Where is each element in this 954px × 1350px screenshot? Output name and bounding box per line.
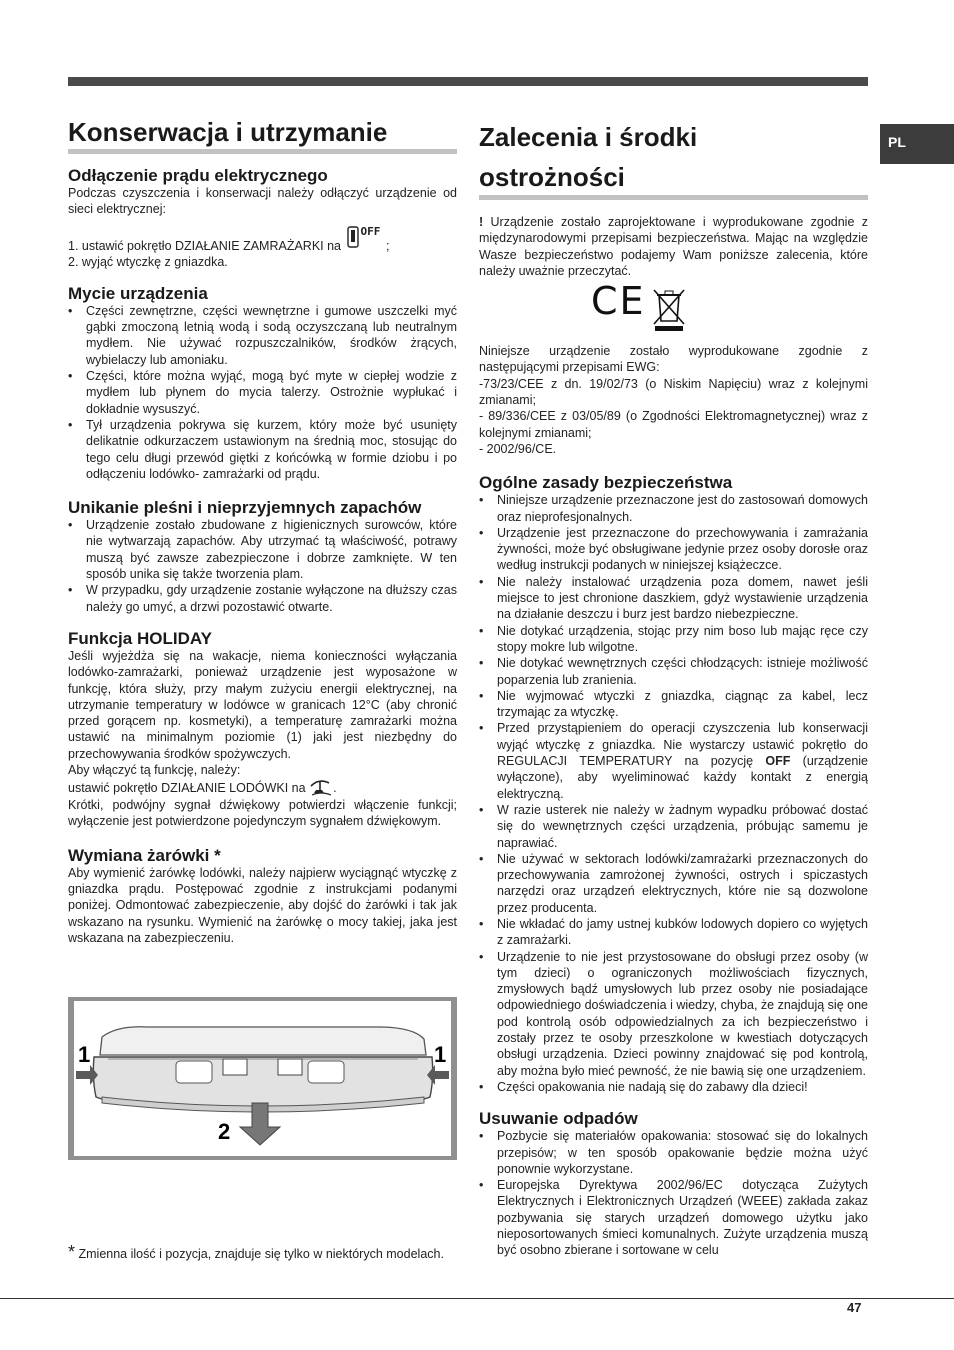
mold-list bbox=[68, 517, 457, 615]
page-title: Konserwacja i utrzymanie bbox=[68, 116, 457, 154]
disposal-list bbox=[479, 1128, 868, 1258]
list-item: • Nie wyjmować wtyczki z gniazdka, ciągnąc za kabel, lecz trzymając za wtyczkę. bbox=[479, 688, 868, 721]
figure-label-left: 1 bbox=[78, 1042, 91, 1067]
holiday-icon bbox=[309, 781, 333, 797]
lamp-cover-illustration bbox=[68, 997, 457, 1160]
section-text: Aby wymienić żarówkę lodówki, należy najpierw wyciągnąć wtyczkę z gniazdka prądu. Postępować zgodnie z instrukcjami podanymi poniżej. Odmontować zabezpieczenie, aby dojść do żarówki i tak jak wskazano na rysunku. Wymienić na żarówkę o mocy takiej, jaka jest wskazana na zabezpieczeniu. bbox=[68, 865, 457, 945]
list-item: • Pozbycie się materiałów opakowania: stosować się do lokalnych przepisów; w ten sposób opakowanie będzie można użyć ponownie wykorzystane. bbox=[479, 1128, 868, 1177]
holiday-instruction: ustawić pokrętło DZIAŁANIE LODÓWKI na . bbox=[68, 781, 337, 796]
section-heading-holiday: Funkcja HOLIDAY bbox=[68, 628, 212, 648]
list-item: • Tył urządzenia pokrywa się kurzem, który może być usunięty delikatnie odkurzaczem ustawionym na średnią moc, stosując do tego celu długi przewód giętki z końcówką w formie dziobu i po odłączeniu lodówko- zamrażarki od prądu. bbox=[68, 417, 457, 482]
list-item: • Urządzenie jest przeznaczone do przechowywania i zamrażania żywności, może być obsługiwane jedynie przez osoby dorosłe oraz według instrukcji podanych w niniejszej książeczce. bbox=[479, 525, 868, 574]
section-heading-disposal: Usuwanie odpadów bbox=[479, 1109, 638, 1129]
step-2: 2. wyjąć wtyczkę z gniazdka. bbox=[68, 254, 228, 269]
bottom-rule bbox=[0, 1298, 954, 1299]
section-text: Podczas czyszczenia i konserwacji należy odłączyć urządzenie od sieci elektrycznej: bbox=[68, 186, 457, 217]
list-item: • Urządzenie zostało zbudowane z higienicznych surowców, które nie wytwarzają zapachów. Aby utrzymać tą właściwość, potrawy muszą być zawsze zabezpieczone i dobrze zamknięte. W ten sposób unika się także tworzenia plam. bbox=[68, 517, 457, 582]
list-item: • Części zewnętrzne, części wewnętrzne i gumowe uszczelki myć gąbki zmoczoną letnią wodą i sodą oczyszczaną lub neutralnym mydłem. Nie używać rozpuszczalników, środków żrących, wybielaczy lub amoniaku. bbox=[68, 303, 457, 368]
section-text: Aby włączyć tą funkcję, należy: bbox=[68, 763, 241, 778]
right-column bbox=[479, 116, 868, 1259]
list-item: • Nie dotykać urządzenia, stojąc przy nim boso lub mając ręce czy stopy mokre lub wilgotne. bbox=[479, 623, 868, 656]
list-item: • W razie usterek nie należy w żadnym wypadku próbować dostać się do wewnętrznych części urządzenia, próbując samemu je naprawiać. bbox=[479, 802, 868, 851]
list-item: • Przed przystąpieniem do operacji czyszczenia lub konserwacji wyjąć wtyczkę z gniazdka. Nie wystarczy ustawić pokrętło do REGULACJI TEMPERATURY na pozycję OFF (urządzenie wyłączone), aby wyeliminować każdy kontakt z energią elektryczną. bbox=[479, 720, 868, 801]
list-item: • Urządzenie to nie jest przystosowane do obsługi przez osoby (w tym dzieci) o ograniczonych możliwościach fizycznych, zmysłowych bądź umysłowych lub przez osoby nie posiadające odpowiedniego doświadczenia i wiedzy, chyba, że znajdują się one pod kontrolą osób odpowiedzialnych za ich bezpieczeństwo i zostały przez te osoby przeszkolone w kwestiach dotyczących obsługi urządzenia. Dzieci powinny znajdować się pod kontrolą, aby można było mieć pewność, że nie bawią się one urządzeniem. bbox=[479, 949, 868, 1079]
list-item: • Niniejsze urządzenie przeznaczone jest do zastosowań domowych oraz nieprofesjonalnych. bbox=[479, 492, 868, 525]
language-tab: PL bbox=[880, 124, 954, 164]
safety-intro: ! Urządzenie zostało zaprojektowane i wyprodukowane zgodnie z międzynarodowymi przepisami bezpieczeństwa. Mając na względzie Wasze bezpieczeństwo podajemy Wam poniższe zalecenia, które należy uważnie przeczytać. bbox=[479, 215, 868, 278]
section-heading-safety: Ogólne zasady bezpieczeństwa bbox=[479, 473, 733, 493]
section-heading-cleaning: Mycie urządzenia bbox=[68, 283, 208, 303]
figure-label-bottom: 2 bbox=[218, 1119, 231, 1144]
figure-label-right: 1 bbox=[434, 1042, 447, 1067]
footnote: * Zmienna ilość i pozycja, znajduje się tylko w niektórych modelach. bbox=[68, 1242, 444, 1262]
section-heading-bulb: Wymiana żarówki * bbox=[68, 845, 221, 865]
list-item: • Nie dotykać wewnętrznych części chłodzących: istnieje możliwość poparzenia lub zranienia. bbox=[479, 655, 868, 688]
list-item: • Europejska Dyrektywa 2002/96/EC dotycząca Zużytych Elektrycznych i Elektronicznych Urządzeń (WEEE) zakłada zakaz pozbywania się starych urządzeń domowego użytku jako nieposortowanych śmieci komunalnych. Zużyte urządzenia muszą być osobno zbierane i sortowane w celu bbox=[479, 1177, 868, 1258]
list-item: • Części opakowania nie nadają się do zabawy dla dzieci! bbox=[479, 1079, 868, 1095]
ce-mark-icon: CE bbox=[591, 279, 646, 324]
left-column bbox=[68, 116, 457, 946]
page-number: 47 bbox=[847, 1300, 862, 1315]
step-1: 1. ustawić pokrętło DZIAŁANIE ZAMRAŻARKI na OFF ; bbox=[68, 225, 390, 253]
knob-off-icon bbox=[345, 225, 383, 254]
list-item: • Nie wkładać do jamy ustnej kubków lodowych dopiero co wyjętych z zamrażarki. bbox=[479, 916, 868, 949]
section-text: Krótki, podwójny sygnał dźwiękowy potwierdzi włączenie funkcji; wyłączenie jest potwierdzone pojedynczym sygnałem dźwiękowym. bbox=[68, 798, 457, 829]
list-item: • Nie należy instalować urządzenia poza domem, nawet jeśli miejsce to jest chronione daszkiem, gdyż wystawienie urządzenia na działanie deszczu i burz jest bardzo niebezpieczne. bbox=[479, 574, 868, 623]
safety-list bbox=[479, 492, 868, 1095]
ewg-directives: Niniejsze urządzenie zostało wyprodukowane zgodnie z następującymi przepisami EWG: -73/23/CEE z dn. 19/02/73 (o Niskim Napięciu) wraz z kolejnymi zmianami; - 89/336/CEE z 03/05/89 (o Zgodności Elektromagnetycznej) wraz z kolejnymi zmianami; - 2002/96/CE. bbox=[479, 344, 868, 456]
list-item: • Części, które można wyjąć, mogą być myte w ciepłej wodzie z mydłem lub płynem do mycia talerzy. Ostrożnie wypłukać i dokładnie wysuszyć. bbox=[68, 368, 457, 417]
cleaning-list bbox=[68, 303, 457, 482]
section-heading-mold: Unikanie pleśni i nieprzyjemnych zapachów bbox=[68, 498, 422, 518]
bulb-replacement-figure bbox=[68, 997, 457, 1160]
weee-bin-icon bbox=[651, 287, 687, 331]
list-item: • W przypadku, gdy urządzenie zostanie wyłączone na dłuższy czas należy go umyć, a drzwi pozostawić otwarte. bbox=[68, 582, 457, 615]
top-bar bbox=[68, 77, 868, 86]
certification-marks bbox=[479, 279, 868, 341]
section-heading-power: Odłączenie prądu elektrycznego bbox=[68, 166, 328, 185]
list-item: • Nie używać w sektorach lodówki/zamrażarki przeznaczonych do przechowywania zamrożonej żywności, ostrych i spiczastych narzędzi oraz urządzeń elektrycznych, które nie są dozwolone przez producenta. bbox=[479, 851, 868, 916]
safety-title: Zalecenia i środki ostrożności bbox=[479, 116, 868, 200]
section-text: Jeśli wyjeżdża się na wakacje, niema konieczności wyłączania lodówko-zamrażarki, ponieważ urządzenie jest wyposażone w funkcję, która służy, przy małym zużyciu energii elektrycznej, na utrzymanie temperatury w lodówce w granicach 12°C (aby chronić przed gorącem np. kosmetyki), a temperaturę zamrażarki można ustawić na minimalnym poziomie (1) jaki jest niezbędny do przechowywania środków spożywczych. bbox=[68, 648, 457, 761]
off-label: OFF bbox=[360, 225, 381, 239]
